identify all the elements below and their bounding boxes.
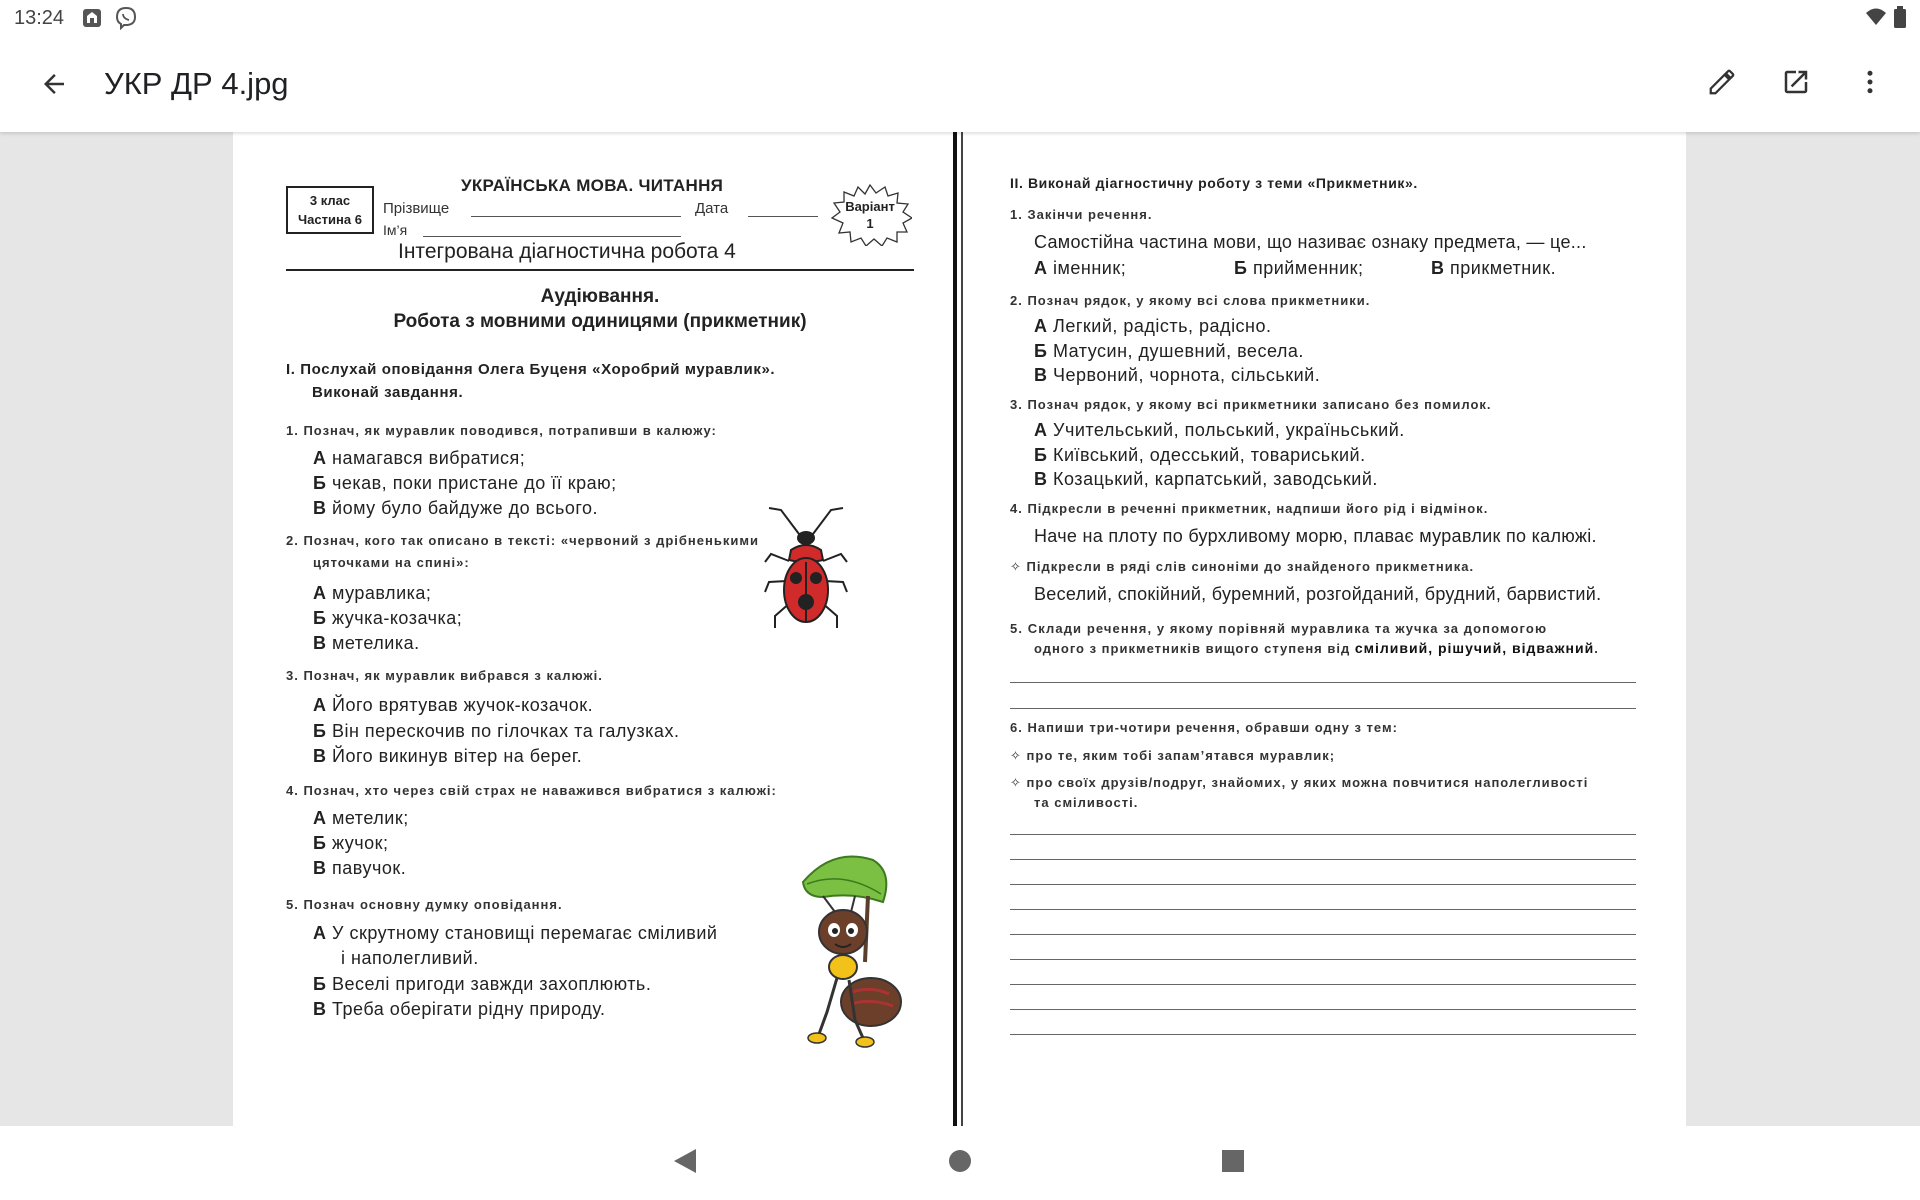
battery-icon [1894, 6, 1906, 28]
option [313, 581, 431, 605]
question-4-word-row: Веселий, спокійний, буремний, розгойданий, брудний, барвистий. [1034, 584, 1602, 604]
option [313, 693, 593, 717]
status-icons [1864, 6, 1906, 28]
option-continuation: і наполегливий. [341, 948, 479, 968]
question-6: 6. Напиши три-чотири речення, обравши одну з тем: [1010, 720, 1398, 735]
option-text: жучок; [331, 833, 389, 853]
clock: 13:24 [14, 6, 65, 29]
writing-line [1010, 1009, 1636, 1010]
class-label: 3 клас [309, 193, 351, 208]
option-text: Веселі пригоди завжди захоплюють. [331, 974, 652, 994]
option-text: Червоний, чорнота, сільський. [1053, 365, 1321, 385]
diamond-bullet-icon: ✧ [1010, 775, 1022, 790]
option-letter: А [313, 583, 327, 603]
option [313, 631, 420, 655]
option-text: Козацький, карпатський, заводський. [1053, 469, 1378, 489]
open-external-icon [1781, 67, 1811, 97]
book-spine [953, 132, 965, 1126]
option-letter: А [313, 448, 327, 468]
nav-back-icon [672, 1146, 698, 1176]
navigation-bar [0, 1126, 1920, 1200]
option-letter: А [1034, 420, 1048, 440]
right-page [965, 132, 1686, 1126]
option-letter: В [313, 858, 327, 878]
topic-2-text: про своїх друзів/подруг, знайомих, у яких можна повчитися наполегливості [1026, 775, 1589, 790]
option-text: Учительський, польський, україньський. [1053, 420, 1405, 440]
surname-line [471, 216, 681, 217]
open-with-button[interactable] [1770, 56, 1822, 108]
option-letter: Б [313, 833, 327, 853]
option-letter: В [313, 746, 327, 766]
firebug-beetle-icon [761, 506, 851, 636]
name-label: Ім’я [383, 222, 408, 238]
option-text: павучок. [332, 858, 407, 878]
option-text: чекав, поки пристане до її краю; [331, 473, 617, 493]
option-letter: Б [313, 721, 327, 741]
writing-line [1010, 884, 1636, 885]
option-letter: В [1431, 258, 1445, 278]
app-bar [0, 36, 1920, 132]
section-2-title: II. Виконай діагностичну роботу з теми «Прикметник». [1010, 175, 1418, 191]
nav-home-button[interactable] [947, 1148, 973, 1179]
question-4-subtask-text: Підкресли в ряді слів синоніми до знайденого прикметника. [1026, 559, 1475, 574]
option [313, 856, 406, 880]
option-text: муравлика; [332, 583, 432, 603]
question-1-text: Самостійна частина мови, що називає ознаку предмета, — це... [1034, 232, 1587, 252]
nav-back-button[interactable] [672, 1146, 698, 1181]
option [313, 831, 388, 855]
writing-line [1010, 909, 1636, 910]
back-button[interactable] [26, 56, 82, 112]
writing-line [1010, 859, 1636, 860]
option-letter: Б [313, 608, 327, 628]
variant-label: Варіант [845, 199, 895, 214]
ant-with-leaf-icon [793, 852, 923, 1052]
header-rule [286, 269, 914, 271]
option-text: Легкий, радість, радісно. [1053, 316, 1272, 336]
variant-badge [828, 184, 912, 246]
option-text: Треба оберігати рідну природу. [332, 999, 606, 1019]
pencil-icon [1707, 67, 1737, 97]
nav-recents-button[interactable] [1221, 1149, 1245, 1178]
option-text: прикметник. [1450, 258, 1557, 278]
question-5: 5. Познач основну думку оповідання. [286, 897, 563, 912]
question-1: 1. Познач, як муравлик поводився, потрапивши в калюжу: [286, 423, 717, 438]
more-vert-icon [1855, 67, 1885, 97]
question-5-cont [1034, 638, 1599, 659]
question-2: 2. Познач, кого так описано в тексті: «червоний з дрібненькими [286, 533, 759, 548]
class-box [286, 186, 374, 234]
question-2-cont: цяточками на спині»: [313, 555, 470, 570]
option-letter: Б [313, 974, 327, 994]
option-letter: А [1034, 258, 1048, 278]
option-text: У скрутному становищі перемагає сміливий [332, 923, 718, 943]
status-bar [0, 0, 1920, 36]
question-4-subtask [1010, 556, 1474, 577]
option [313, 496, 598, 520]
option-text: Його врятував жучок-козачок. [332, 695, 594, 715]
option-letter: Б [1034, 445, 1048, 465]
option [313, 606, 462, 630]
option [1034, 314, 1272, 338]
section-1-title: I. Послухай оповідання Олега Буценя «Хоробрий муравлик». [286, 361, 776, 378]
option-text: Матусин, душевний, весела. [1052, 341, 1304, 361]
work-title: Інтегрована діагностична робота 4 [398, 240, 736, 263]
option [313, 997, 606, 1021]
option-text: прийменник; [1252, 258, 1364, 278]
option-letter: В [313, 633, 327, 653]
worksheet-photo [233, 132, 1686, 1126]
question-5-end: . [1594, 641, 1599, 656]
date-label: Дата [695, 200, 729, 217]
option [1034, 256, 1126, 280]
option-letter: Б [1234, 258, 1248, 278]
option-text: метелика. [332, 633, 420, 653]
writing-line [1010, 682, 1636, 683]
part-label: Частина 6 [298, 212, 362, 227]
question-4: 4. Познач, хто через свій страх не наважився вибратися з калюжі: [286, 783, 777, 798]
writing-line [1010, 708, 1636, 709]
option-letter: А [313, 923, 327, 943]
option [313, 471, 617, 495]
more-options-button[interactable] [1844, 56, 1896, 108]
option-text: намагався вибратися; [332, 448, 526, 468]
topic-2 [1010, 772, 1588, 793]
writing-line [1010, 834, 1636, 835]
question-5-text: одного з прикметників вищого ступеня від [1034, 641, 1355, 656]
heading-adjective: Робота з мовними одиницями (прикметник) [393, 311, 807, 332]
option-letter: В [313, 498, 327, 518]
option [1431, 256, 1556, 280]
writing-line [1010, 959, 1636, 960]
option [1034, 339, 1304, 363]
question-4: 4. Підкресли в реченні прикметник, надпиши його рід і відмінок. [1010, 501, 1489, 516]
date-line [748, 216, 818, 217]
option [313, 446, 525, 470]
topic-1-text: про те, яким тобі запам’ятався муравлик; [1026, 748, 1336, 763]
image-viewer[interactable] [0, 132, 1920, 1126]
option [313, 921, 717, 945]
option-letter: Б [313, 473, 327, 493]
writing-line [1010, 984, 1636, 985]
section-1-subtitle: Виконай завдання. [312, 384, 464, 401]
left-page [233, 132, 953, 1126]
option-text: Київський, одесський, товариський. [1052, 445, 1366, 465]
back-arrow-icon [39, 69, 69, 99]
question-5: 5. Склади речення, у якому порівняй муравлика та жучка за допомогою [1010, 621, 1548, 636]
option [313, 719, 679, 743]
option-text: Його викинув вітер на берег. [332, 746, 583, 766]
option [1034, 363, 1320, 387]
option-letter: В [313, 999, 327, 1019]
diamond-bullet-icon: ✧ [1010, 559, 1022, 574]
variant-number: 1 [866, 216, 874, 231]
option-text: метелик; [332, 808, 409, 828]
name-line [423, 236, 681, 237]
option-letter: В [1034, 469, 1048, 489]
viber-icon [114, 6, 138, 30]
writing-line [1010, 1034, 1636, 1035]
surname-label: Прізвище [383, 200, 450, 217]
app-bar-actions [1696, 56, 1896, 108]
option [1034, 418, 1405, 442]
option [1034, 443, 1366, 467]
option [313, 744, 582, 768]
option [313, 806, 409, 830]
topic-2-cont: та сміливості. [1034, 795, 1139, 810]
file-title: УКР ДР 4.jpg [104, 66, 289, 101]
question-1: 1. Закінчи речення. [1010, 207, 1153, 222]
nav-home-icon [947, 1148, 973, 1174]
option-text: іменник; [1053, 258, 1127, 278]
option [1234, 256, 1364, 280]
option [1034, 467, 1378, 491]
option-text: йому було байдуже до всього. [332, 498, 599, 518]
diamond-bullet-icon: ✧ [1010, 748, 1022, 763]
wifi-icon [1864, 6, 1888, 28]
notification-app-icon [82, 8, 102, 28]
question-3: 3. Познач рядок, у якому всі прикметники записано без помилок. [1010, 397, 1492, 412]
topic-1 [1010, 745, 1335, 766]
question-4-sentence: Наче на плоту по бурхливому морю, плаває муравлик по калюжі. [1034, 526, 1597, 546]
option-text: Він перескочив по гілочках та галузках. [331, 721, 680, 741]
option-letter: Б [1034, 341, 1048, 361]
edit-button[interactable] [1696, 56, 1748, 108]
option-text: жучка-козачка; [331, 608, 463, 628]
option-letter: В [1034, 365, 1048, 385]
subject-title: УКРАЇНСЬКА МОВА. ЧИТАННЯ [461, 176, 724, 195]
writing-line [1010, 934, 1636, 935]
heading-listening: Аудіювання. [540, 286, 660, 307]
option-letter: А [313, 695, 327, 715]
option [313, 972, 651, 996]
nav-recents-icon [1221, 1149, 1245, 1173]
question-3: 3. Познач, як муравлик вибрався з калюжі. [286, 668, 603, 683]
question-5-adjectives: сміливий, рішучий, відважний [1354, 640, 1595, 656]
option-letter: А [313, 808, 327, 828]
question-2: 2. Познач рядок, у якому всі слова прикметники. [1010, 293, 1371, 308]
option-letter: А [1034, 316, 1048, 336]
